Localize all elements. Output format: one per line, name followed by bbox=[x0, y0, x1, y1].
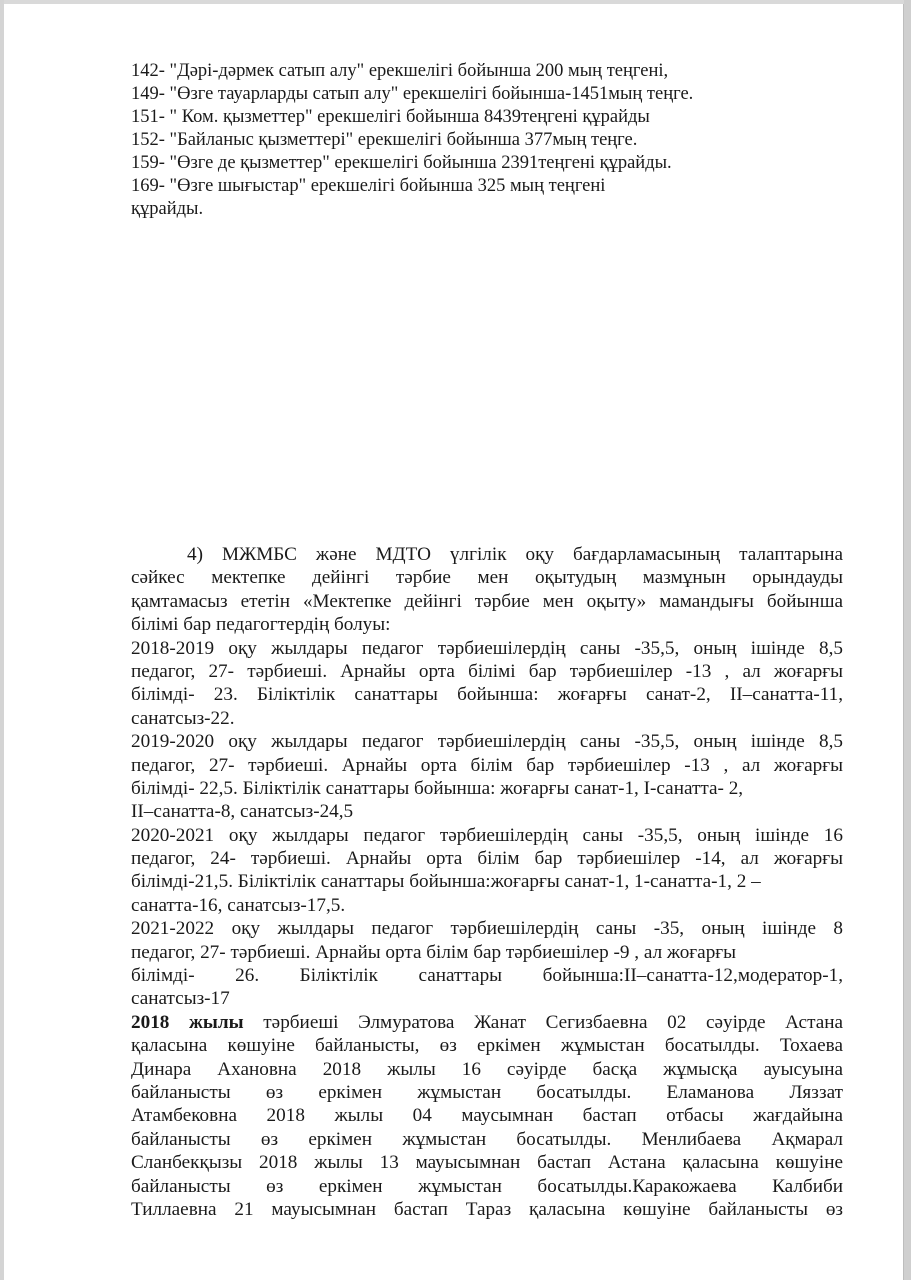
budget-line: 151- " Ком. қызметтер" ерекшелігі бойынша 8439теңгені құрайды bbox=[131, 107, 650, 127]
paragraph-line: 2020-2021 оқу жылдары педагог тәрбиешілердің саны -35,5, оның ішінде 16 bbox=[131, 824, 843, 846]
year-2018-2019-paragraph bbox=[131, 637, 843, 731]
paragraph-line: 2019-2020 оқу жылдары педагог тәрбиешілердің саны -35,5, оның ішінде 8,5 bbox=[131, 731, 843, 753]
budget-lines-block bbox=[131, 60, 843, 221]
paragraph-line: педагог, 27- тәрбиеші. Арнайы орта білімі бар тәрбиешілер -13 , ал жоғарғы bbox=[131, 660, 843, 682]
paragraph-line: сәйкес мектепке дейінгі тәрбие мен оқытудың мазмұнын орындауды bbox=[131, 567, 843, 589]
paragraph-line: білімі бар педагогтердің болуы: bbox=[131, 614, 391, 636]
paragraph-line: Динара Ахановна 2018 жылы 16 сәуірде басқа жұмысқа ауысуына bbox=[131, 1058, 843, 1080]
paragraph-line: қаласына көшуіне байланысты, өз еркімен жұмыстан босатылды. Тохаева bbox=[131, 1035, 843, 1057]
paragraph-line: ІІ–санатта-8, санатсыз-24,5 bbox=[131, 801, 354, 823]
year-2019-2020-paragraph bbox=[131, 730, 843, 824]
budget-line: 152- "Байланыс қызметтері" ерекшелігі бойынша 377мың теңге. bbox=[131, 130, 638, 150]
page-border-left bbox=[0, 0, 4, 1280]
paragraph-text: тәрбиеші Элмуратова Жанат Сегизбаевна 02 сәуірде Астана bbox=[243, 1011, 843, 1033]
paragraph-line: Тиллаевна 21 мауысымнан бастап Тараз қаласына көшуіне байланысты өз bbox=[131, 1198, 843, 1220]
paragraph-line: білімді- 22,5. Біліктілік санаттары бойынша: жоғарғы санат-1, І-санатта- 2, bbox=[131, 777, 744, 799]
paragraph-line: педагог, 27- тәрбиеші. Арнайы орта білім бар тәрбиешілер -9 , ал жоғарғы bbox=[131, 941, 737, 963]
section-4-intro-paragraph bbox=[131, 543, 843, 637]
paragraph-line: байланысты өз еркімен жұмыстан босатылды.Каракожаева Калбиби bbox=[131, 1175, 843, 1197]
paragraph-line: қамтамасыз ететін «Мектепке дейінгі тәрбие мен оқыту» мамандығы бойынша bbox=[131, 590, 843, 612]
page-border-right-edge bbox=[903, 4, 904, 1280]
paragraph-line: 2021-2022 оқу жылдары педагог тәрбиешілердің саны -35, оның ішінде 8 bbox=[131, 918, 843, 940]
staff-changes-paragraph bbox=[131, 1011, 843, 1222]
paragraph-line: педагог, 24- тәрбиеші. Арнайы орта білім бар тәрбиешілер -14, ал жоғарғы bbox=[131, 848, 843, 870]
budget-line: 142- "Дәрі-дәрмек сатып алу" ерекшелігі бойынша 200 мың теңгені, bbox=[131, 61, 669, 81]
paragraph-line: байланысты өз еркімен жұмыстан босатылды. Еламанова Ляззат bbox=[131, 1081, 843, 1103]
budget-line: 169- "Өзге шығыстар" ерекшелігі бойынша 325 мың теңгені bbox=[131, 176, 606, 196]
page-border-right bbox=[904, 0, 911, 1280]
year-2020-2021-paragraph bbox=[131, 824, 843, 918]
paragraph-line: білімді- 23. Біліктілік санаттары бойынша: жоғарғы санат-2, ІІ–санатта-11, bbox=[131, 684, 843, 706]
year-heading: 2018 жылы bbox=[131, 1011, 244, 1033]
paragraph-line bbox=[131, 1011, 843, 1034]
budget-line: 159- "Өзге де қызметтер" ерекшелігі бойынша 2391теңгені құрайды. bbox=[131, 153, 672, 173]
budget-line: құрайды. bbox=[131, 199, 204, 219]
paragraph-line: білімді- 26. Біліктілік санаттары бойынша:ІІ–санатта-12,модератор-1, bbox=[131, 965, 843, 987]
budget-line: 149- "Өзге тауарларды сатып алу" ерекшелігі бойынша-1451мың теңге. bbox=[131, 84, 694, 104]
paragraph-line: 2018-2019 оқу жылдары педагог тәрбиешілердің саны -35,5, оның ішінде 8,5 bbox=[131, 637, 843, 659]
paragraph-line: Сланбекқызы 2018 жылы 13 мауысымнан бастап Астана қаласына көшуіне bbox=[131, 1152, 843, 1174]
paragraph-line: 4) МЖМБС және МДТО үлгілік оқу бағдарламасының талаптарына bbox=[187, 544, 843, 565]
page-border-top bbox=[0, 0, 911, 4]
paragraph-line: педагог, 27- тәрбиеші. Арнайы орта білім бар тәрбиешілер -13 , ал жоғарғы bbox=[131, 754, 843, 776]
paragraph-line: санатта-16, санатсыз-17,5. bbox=[131, 894, 346, 916]
paragraph-line: байланысты өз еркімен жұмыстан босатылды. Менлибаева Ақмарал bbox=[131, 1128, 843, 1150]
paragraph-line: Атамбековна 2018 жылы 04 маусымнан бастап отбасы жағдайына bbox=[131, 1105, 843, 1127]
paragraph-line: санатсыз-22. bbox=[131, 707, 235, 729]
paragraph-line: білімді-21,5. Біліктілік санаттары бойынша:жоғарғы санат-1, 1-санатта-1, 2 – bbox=[131, 871, 761, 893]
paragraph-line: санатсыз-17 bbox=[131, 988, 230, 1010]
section-4-block bbox=[131, 543, 843, 1221]
year-2021-2022-paragraph bbox=[131, 917, 843, 1011]
